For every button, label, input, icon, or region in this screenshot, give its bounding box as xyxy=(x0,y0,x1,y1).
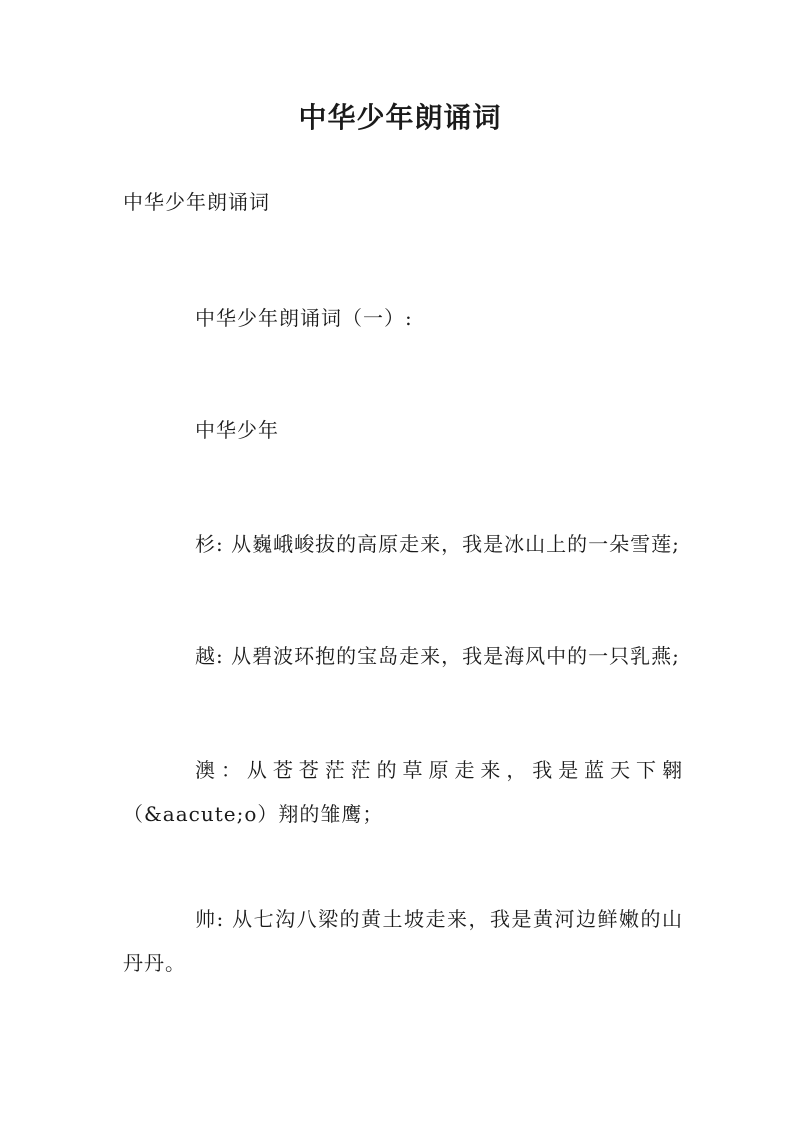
verse-line-shan: 杉: 从巍峨峻拔的高原走来，我是冰山上的一朵雪莲; xyxy=(195,532,680,556)
verse-line-ao: 澳：从苍苍茫茫的草原走来，我是蓝天下翱（&aacute;o）翔的雏鹰； xyxy=(123,758,683,826)
poem-title: 中华少年 xyxy=(195,418,279,442)
section-heading: 中华少年朗诵词（一）: xyxy=(195,306,413,330)
document-title: 中华少年朗诵词 xyxy=(298,101,502,134)
subtitle-paragraph: 中华少年朗诵词 xyxy=(123,190,270,214)
verse-line-yue: 越: 从碧波环抱的宝岛走来，我是海风中的一只乳燕; xyxy=(195,644,680,668)
verse-line-shuai: 帅: 从七沟八梁的黄土坡走来，我是黄河边鲜嫩的山丹丹。 xyxy=(123,907,683,975)
